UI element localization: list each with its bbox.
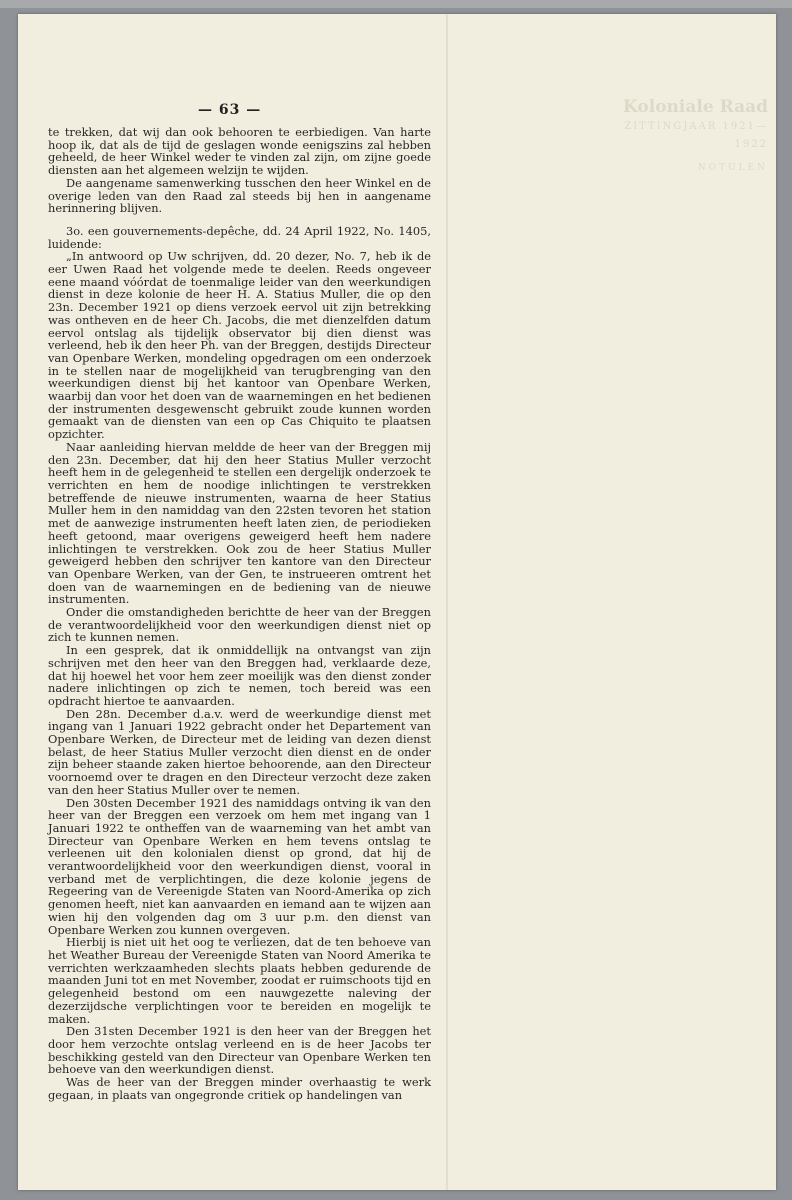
paragraph-continuation: te trekken, dat wij dan ook behooren te eerbiedigen. Van harte hoop ik, dat als de tijd de geslagen wonde eenigszins zal hebben geheeld, de heer Winkel weder te vinden zal zijn, om zijne goede diensten aan het algemeen welzijn te wijden.	[48, 125, 431, 178]
paragraph-depeche-intro: 3o. een gouvernements-depêche, dd. 24 April 1922, No. 1405, luidende:	[48, 223, 431, 251]
paragraph-weather-bureau: Hierbij is niet uit het oog te verliezen, dat de ten behoeve van het Weather Bureau der Vereenigde Staten van Noord Amerika te verrichten werkzaamheden slechts plaats hebben gedurende de maanden Juni tot en met November, zoodat er ruimschoots tijd en gelegenheid bestond om een nauwgezette naleving der dezerzijdsche verplichtingen voor te bereiden en mogelijk te maken.	[48, 935, 431, 1026]
paragraph-31-december: Den 31sten December 1921 is den heer van der Breggen het door hem verzochte ontslag verleend en is de heer Jacobs ter beschikking gesteld van den Directeur van Openbare Werken ten behoeve van den weerkundigen dienst.	[48, 1024, 431, 1077]
paragraph-final: Was de heer van der Breggen minder overhaastig te werk gegaan, in plaats van ongegronde critiek op handelingen van	[48, 1075, 431, 1102]
page-number: — 63 —	[198, 102, 262, 118]
bleed-through-text	[618, 96, 768, 182]
bleed-through-session: ZITTINGJAAR 1921—1922	[624, 121, 768, 150]
paragraph-circumstances: Onder die omstandigheden berichtte de heer van der Breggen de verantwoordelijkheid voor den weerkundigen dienst niet op zich te kunnen nemen.	[48, 605, 431, 645]
paragraph-conversation: In een gesprek, dat ik onmiddellijk na ontvangst van zijn schrijven met den heer van den Breggen had, verklaarde deze, dat hij hoewel het voor hem zeer moeilijk was den dienst zonder nadere inlichtingen op zich te nemen, toch bereid was een opdracht hiertoe te aanvaarden.	[48, 643, 431, 708]
paragraph-28-december: Den 28n. December d.a.v. werd de weerkundige dienst met ingang van 1 Januari 1922 gebracht onder het Departement van Openbare Werken, de Directeur met de leiding van dezen dienst belast, de heer Statius Muller verzocht dien dienst en de onder zijn beheer staande zaken hiertoe behoorende, aan den Directeur voornoemd over te dragen en den Directeur verzocht deze zaken van den heer Statius Muller over te nemen.	[48, 706, 431, 797]
paragraph-cooperation: De aangename samenwerking tusschen den heer Winkel en de overige leden van den Raad zal steeds bij hen in aangename herinnering blijven.	[48, 175, 431, 216]
paragraph-quote-start: „In antwoord op Uw schrijven, dd. 20 dezer, No. 7, heb ik de eer Uwen Raad het volgende mede te deelen. Reeds ongeveer eene maand vóórdat de toenmalige leider van den weerkundigen dienst in deze kolonie de heer H. A. Statius Muller, die op den 23n. December 1921 op diens verzoek eervol uit zijn betrekking was ontheven en de heer Ch. Jacobs, die met dienzelfden datum eervol ontslag als tijdelijk observator bij dien dienst was verleend, heb ik den heer Ph. van der Breggen, destijds Directeur van Openbare Werken, mondeling opgedragen om een onderzoek in te stellen naar de mogelijkheid van terugbrenging van den weerkundigen dienst bij het kantoor van Openbare Werken, waarbij dan voor het doen van de waarnemingen en het bedienen der instrumenten desgewenscht gebruikt zoude kunnen worden gemaakt van de diensten van een op Cas Chiquito te plaatsen opzichter.	[48, 249, 431, 442]
bleed-through-minutes: NOTULEN	[697, 163, 768, 173]
viewer-top-bar	[0, 0, 792, 8]
bleed-through-title: Koloniale Raad	[623, 97, 768, 117]
paragraph-30-december: Den 30sten December 1921 des namiddags ontving ik van den heer van der Breggen een verzoek om hem met ingang van 1 Januari 1922 te ontheffen van de waarneming van het ambt van Directeur van Openbare Werken en hem tevens ontslag te verleenen uit den kolonialen dienst op grond, dat hij de verantwoordelijkheid voor den weerkundigen dienst, vooral in verband met de verplichtingen, die deze kolonie jegens de Regeering van de Vereenigde Staten van Noord-Amerika op zich genomen heeft, niet kan aanvaarden en iemand aan te wijzen aan wien hij den volgenden dag om 3 uur p.m. den dienst van Openbare Werken zou kunnen overgeven.	[48, 795, 431, 937]
text-column	[48, 126, 431, 1101]
document-page	[18, 14, 776, 1190]
page-fold-shadow	[446, 14, 448, 1190]
paragraph-breggen-report: Naar aanleiding hiervan meldde de heer van der Breggen mij den 23n. December, dat hij den heer Statius Muller verzocht heeft hem in de gelegenheid te stellen een dergelijk onderzoek te verrichten en hem de noodige inlichtingen te verstrekken betreffende de nieuwe instrumenten, waarna de heer Statius Muller hem in den namiddag van den 22sten tevoren het station met de aanwezige instrumenten heeft laten zien, de periodieken heeft getoond, maar overigens geweigerd heeft hem nadere inlichtingen te verstrekken. Ook zou de heer Statius Muller geweigerd hebben den schrijver ten kantore van den Directeur van Openbare Werken, van der Gen, te instrueeren omtrent het doen van de waarnemingen en de bediening van de nieuwe instrumenten.	[48, 439, 431, 607]
